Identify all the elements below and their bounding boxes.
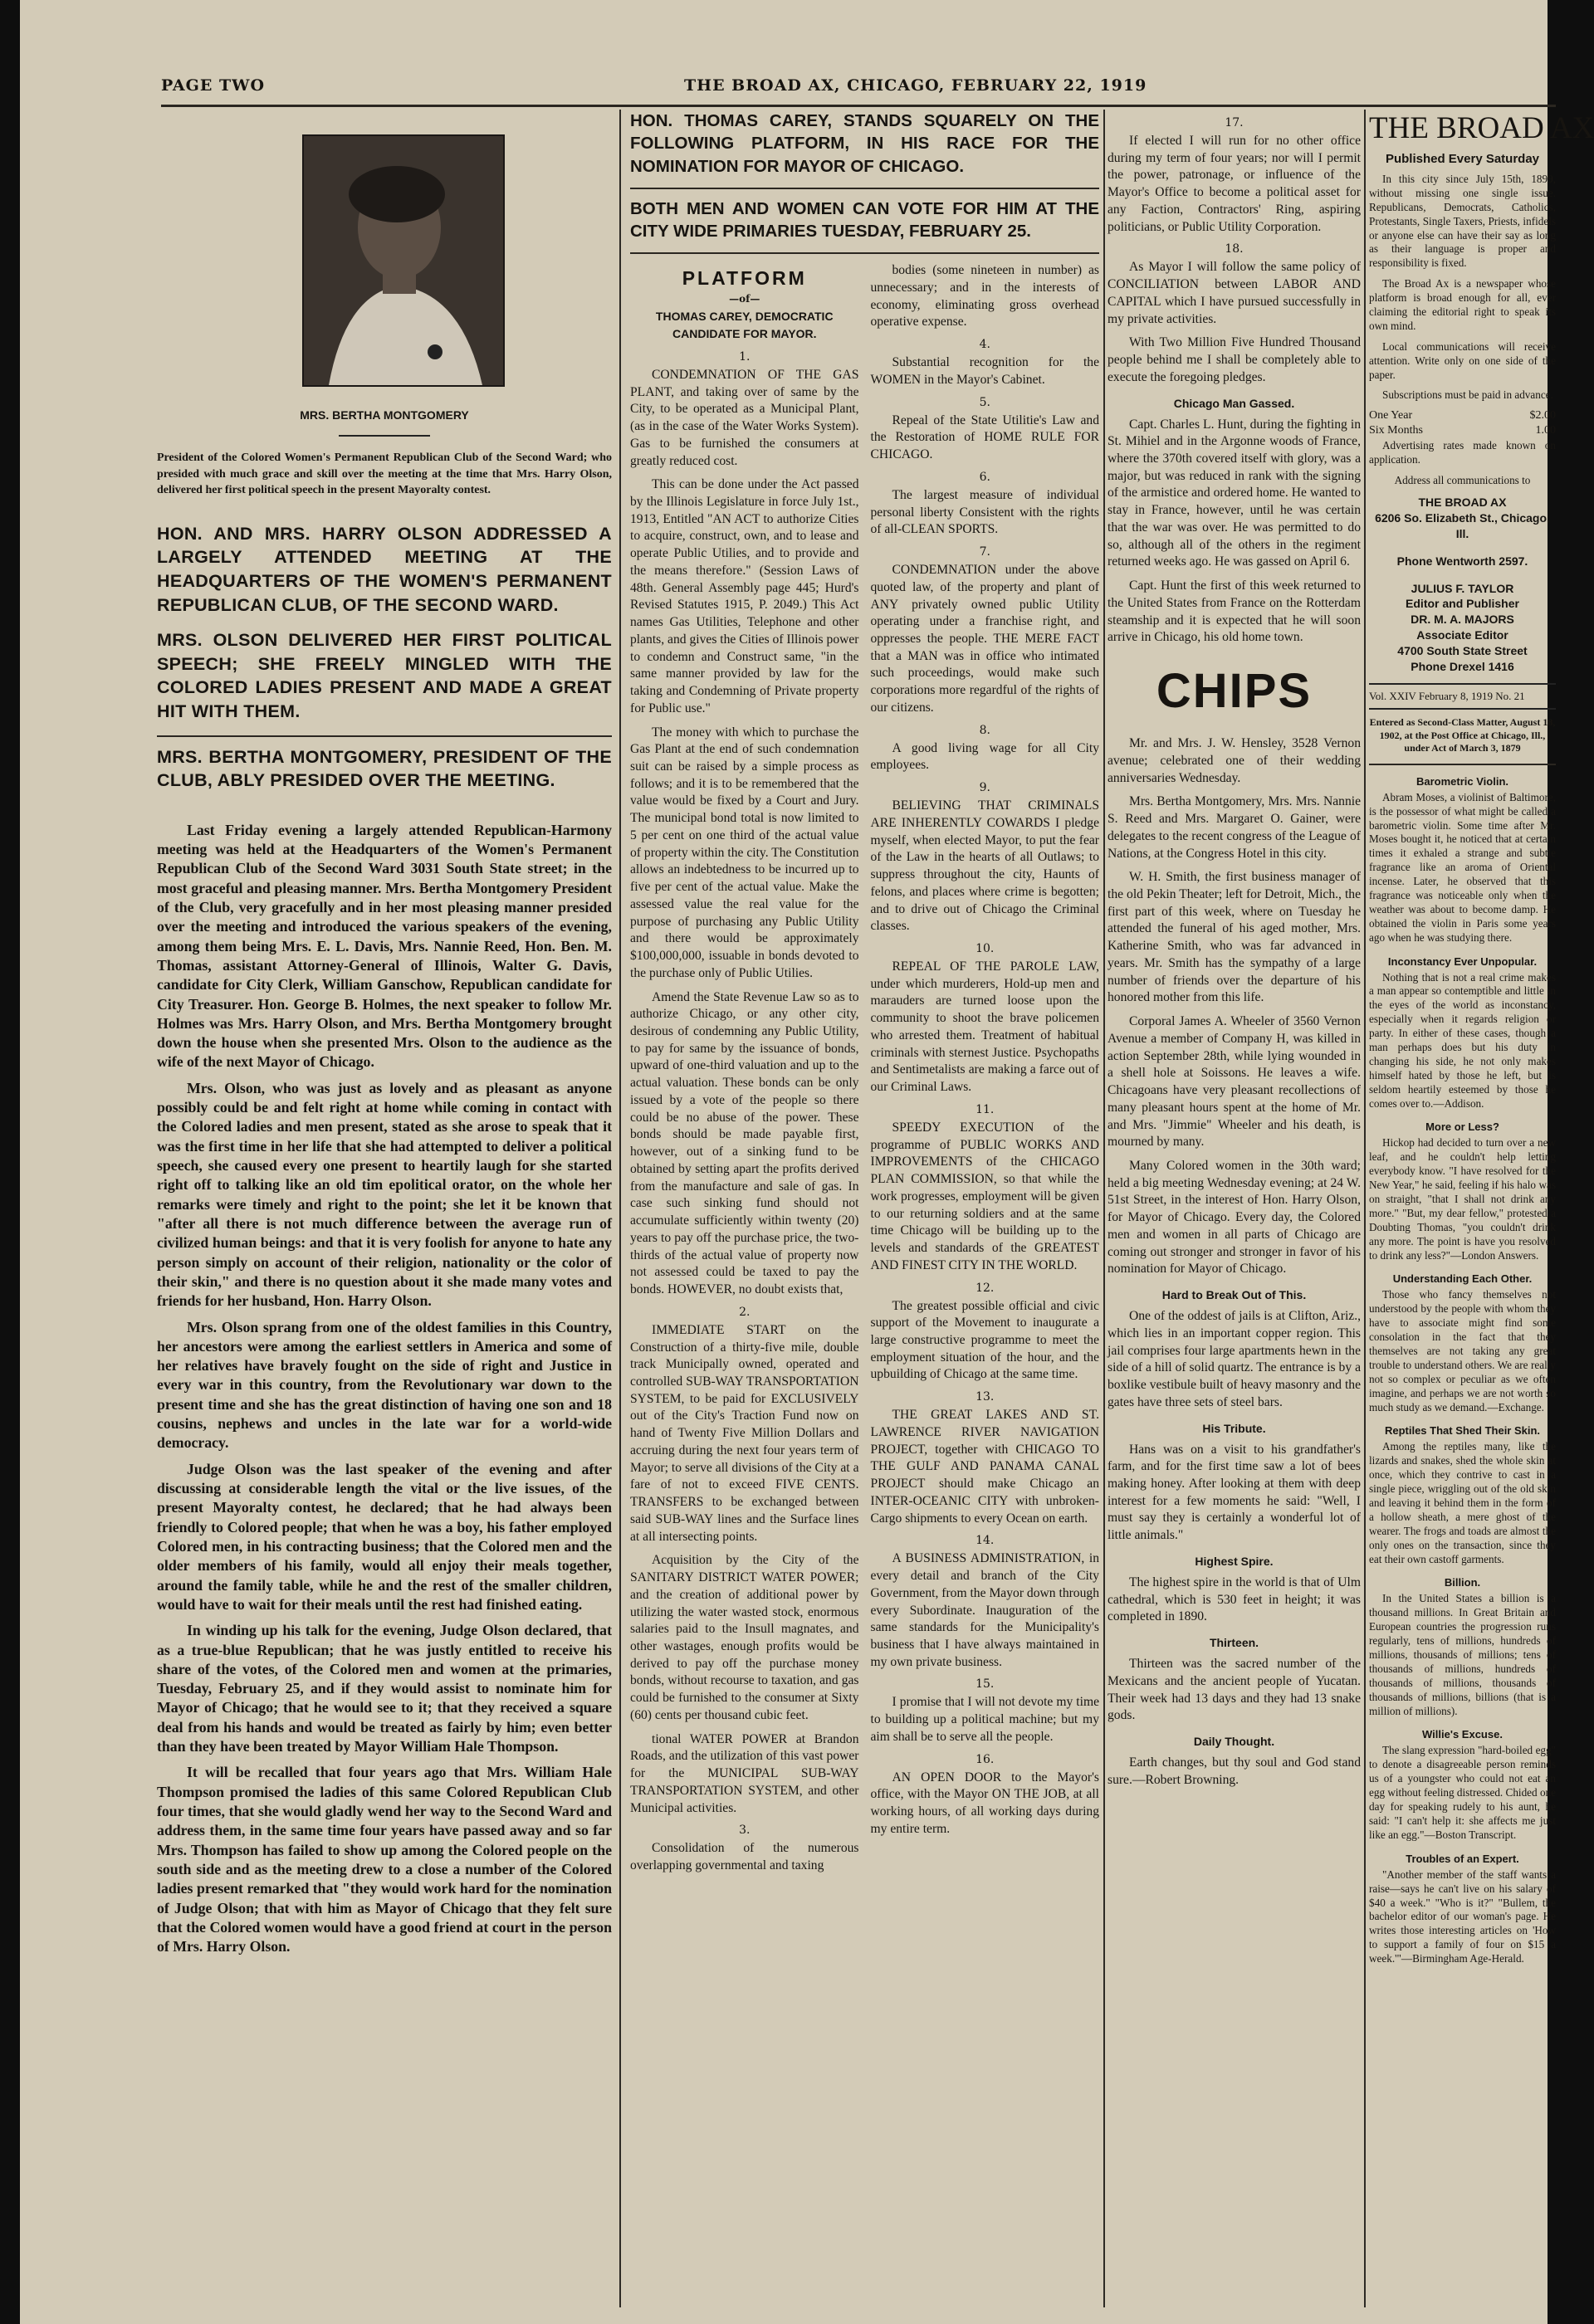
plank-number: 2.: [739, 1305, 751, 1319]
short-heading: Thirteen.: [1209, 1636, 1259, 1650]
plank-text: A good living wage for all City employees.: [870, 740, 1099, 773]
plank-text: SPEEDY EXECUTION of the programme of PUBLIC WORKS AND IMPROVEMENTS of the CHICAGO PLAN COMMISSION, so that while the work progresses, employment will be given to our returning soldiers and at the same time Chicago will be building up to the levels and standards of the GREATEST AND FINEST CITY IN THE WORLD.: [870, 1120, 1099, 1272]
plank-text: The largest measure of individual personal liberty Consistent with the rights of all-CLEAN SPORTS.: [870, 487, 1099, 537]
plank-text: bodies (some nineteen in number) as unnecessary; and in the interests of economy, eliminating gross overhead operative expense.: [870, 263, 1099, 330]
separator: [157, 735, 612, 737]
chips-item: Many Colored women in the 30th ward; held a big meeting Wednesday evening; at 24 W. 51st Street, in the interest of Hon. Harry Olson, for Mayor of Chicago. Every day, the Colored men and women in all parts of Chicago are coming out stronger and stronger in favor of his nomination for Mayor of Chicago.: [1107, 1158, 1361, 1277]
short-heading: His Tribute.: [1202, 1421, 1266, 1435]
address-intro: Address all communications to: [1394, 474, 1531, 487]
intro-paragraph: In this city since July 15th, 1899, without missing one single issue. Republicans, Democrats, Catholics, Protestants, Single Taxers, Priests, infidels or anyone else can have their say as long as their language is proper and responsibility is fixed.: [1369, 173, 1556, 270]
rate-row: [1369, 424, 1556, 437]
plank-number: 17.: [1225, 116, 1244, 129]
short-text: Hans was on a visit to his grandfather's farm, and for the first time saw a lot of bees making honey. After looking at them with deep interest for a few moments he said: "Well, I must say they is certainly a wonderful lot of little animals.": [1107, 1442, 1361, 1543]
gassed-heading: Chicago Man Gassed.: [1173, 396, 1295, 410]
headline: HON. THOMAS CAREY, STANDS SQUARELY ON THE FOLLOWING PLATFORM, IN HIS RACE FOR THE NOMINATION FOR MAYOR OF CHICAGO.: [630, 111, 1099, 176]
short-heading: Inconstancy Ever Unpopular.: [1387, 954, 1538, 968]
plank-text: THE GREAT LAKES AND ST. LAWRENCE RIVER NAVIGATION PROJECT, together with CHICAGO TO THE GULF AND PANAMA CANAL PROJECT should make Chicago an INTER-OCEANIC CITY with unbroken-Cargo shipments to every Ocean on earth.: [870, 1408, 1099, 1526]
gassed-paragraph: Capt. Hunt the first of this week returned to the United States from France on the Rotterdam steamship and it is expected that he will soon arrive in Chicago, his old home town.: [1107, 579, 1361, 645]
short-heading: Billion.: [1444, 1576, 1481, 1589]
separator: [630, 252, 1099, 254]
assoc-address: 4700 South State Street: [1397, 644, 1528, 658]
separator: [630, 188, 1099, 189]
headline: MRS. BERTHA MONTGOMERY, PRESIDENT OF THE CLUB, ABLY PRESIDED OVER THE MEETING.: [157, 746, 612, 791]
headline: MRS. OLSON DELIVERED HER FIRST POLITICAL SPEECH; SHE FREELY MINGLED WITH THE COLORED LADIES PRESENT AND MADE A GREAT HIT WITH THEM.: [157, 630, 612, 721]
short-text: The slang expression "hard-boiled egg" to denote a disagreeable person reminds us of a youngster who could not eat an egg without feeling distressed. Chided one day for speaking rudely to his aunt, he said: "I can't help it: she affects me just like an egg."—Boston Transcript.: [1369, 1744, 1556, 1841]
masthead-column: [1369, 110, 1594, 2307]
separator: [1369, 764, 1556, 765]
plank-text: IMMEDIATE START on the Construction of a thirty-five mile, double track Municipally owned, operated and controlled SUB-WAY TRANSPORTATION SYSTEM, to be paid for EXCLUSIVELY out of the City's Traction Fund now on hand of Twenty Five Million Dollars and accruing during the next four years term of Mayor; to serve all divisions of the City at a fare of not to exceed FIVE CENTS. TRANSFERS to be exchanged between said SUB-WAY lines and the Surface lines at all intersecting points.: [630, 1322, 859, 1544]
platform-right: [871, 262, 1100, 1882]
platform-subcolumns: [630, 262, 1099, 1882]
caption-description: President of the Colored Women's Permanent Republican Club of the Second Ward; who presided with much grace and skill over the meeting at the time that Mrs. Harry Olson, delivered her first political speech in the present Mayoralty contest.: [157, 452, 612, 497]
headline: BOTH MEN AND WOMEN CAN VOTE FOR HIM AT THE CITY WIDE PRIMARIES TUESDAY, FEBRUARY 25.: [630, 198, 1099, 241]
article-paragraph: In winding up his talk for the evening, Judge Olson declared, that as a true-blue Republican; that he was justly entitled to receive his share of the votes, of the Colored men and women at the primaries, Tuesday, February 25, and if they would assist to nominate him for Mayor of Chicago; that he would see to it; that they received a square deal from his hands and would be treated as fairly by him; even better than they have been treated by Mayor William Hale Thompson.: [157, 1622, 612, 1755]
intro-paragraph: Subscriptions must be paid in advance.: [1382, 388, 1553, 402]
photo-caption: MRS. BERTHA MONTGOMERY: [300, 408, 469, 422]
short-heading: More or Less?: [1425, 1120, 1499, 1134]
short-heading: Daily Thought.: [1193, 1735, 1275, 1749]
plank-number: 1.: [739, 349, 751, 364]
caption-rule: [339, 435, 430, 437]
article-paragraph: Judge Olson was the last speaker of the evening and after discussing at considerable length the vital or the live issues, of the present Mayoralty contest, he declared; that he had always been friendly to Colored people; that when he was a boy, his father employed Colored men, in his contracting business; that the Colored men and the older members of his family, would all enjoy their meals together, around the family table, while he and the rest of the smaller children, would have to wait for their meals until the rest had finished eating.: [157, 1460, 612, 1613]
short-text: Nothing that is not a real crime makes a man appear so contemptible and little in the eyes of the world as inconstancy, especially when it regards religion or party. In either of these cases, though a man perhaps does but his duty in changing his side, he not only makes himself hated by those he left, but is seldom heartily esteemed by those he comes over to.—Addison.: [1369, 970, 1556, 1110]
plank-number: 5.: [979, 395, 990, 409]
plank-text: A BUSINESS ADMINISTRATION, in every detail and branch of the City Government, from the Mayor down through every Subordinate. Inauguration of the same standards for the Municipality's business that I have always maintained in my own private business.: [870, 1551, 1099, 1669]
short-text: In the United States a billion is a thousand millions. In Great Britain and European countries the progression runs regularly, tens of millions, hundreds of millions, thousands of millions; tens of thousands of millions, hundreds of thousands of millions, thousands of thousands of millions, billions (that is a million of millions).: [1369, 1592, 1556, 1717]
assoc-name: DR. M. A. MAJORS: [1411, 613, 1514, 627]
plank-number: 9.: [979, 781, 990, 795]
carey-platform-column: [630, 110, 1099, 2307]
headline: HON. AND MRS. HARRY OLSON ADDRESSED A LARGELY ATTENDED MEETING AT THE HEADQUARTERS OF THE WOMEN'S PERMANENT REPUBLICAN CLUB, OF THE SECOND WARD.: [157, 523, 612, 615]
plank-number: 14.: [975, 1534, 995, 1548]
olson-article-column: [157, 110, 612, 2307]
plank-text: AN OPEN DOOR to the Mayor's office, with the Mayor ON THE JOB, at all working hours, of all working days during my entire term.: [870, 1770, 1099, 1836]
plank-text: REPEAL OF THE PAROLE LAW, under which murderers, Hold-up men and marauders are turned loose upon the community to shoot the brave policemen who arrested them. Treatment of habitual criminals with sternest Justice. Psychopaths and Sentimetalists are making a farce out of our Criminal Laws.: [870, 959, 1099, 1095]
short-heading: Barometric Violin.: [1416, 774, 1508, 788]
article-paragraph: Mrs. Olson sprang from one of the oldest families in this Country, her ancestors were among the earliest settlers in America and some of her relatives have bravely fought on the side of right and Justice in every war in this country, from the Revolutionary war down to the present time and she has the great distinction of having one son and 18 cousins, nephews and uncles in the late war for a world-wide democracy.: [157, 1318, 612, 1452]
platform-of: —of—: [729, 293, 760, 305]
chips-item: Mrs. Bertha Montgomery, Mrs. Mrs. Nannie S. Reed and Mrs. Margaret O. Gainer, were delegates to the recent congress of the League of Nations, at the Congress Hotel in this city.: [1107, 794, 1361, 861]
column-rule: [619, 110, 621, 2307]
gassed-paragraph: Capt. Charles L. Hunt, during the fighting in St. Mihiel and in the Argonne woods of France, where the 370th covered itself with glory, was a major, but was reduced in rank with the signing of the armistice and ordered home. He wanted to stay in France, however, until he was certain that the war was over. He was permitted to do so, although all of the others in the regiment returned weeks ago. He was gassed on April 6.: [1107, 417, 1361, 569]
advertising-note: Advertising rates made known on application.: [1369, 439, 1556, 466]
plank-text: Substantial recognition for the WOMEN in the Mayor's Cabinet.: [870, 355, 1099, 387]
volume-line: Vol. XXIV February 8, 1919 No. 21: [1369, 683, 1556, 710]
short-items: [1369, 775, 1556, 1966]
plank-number: 15.: [975, 1677, 995, 1692]
header-rule: [161, 105, 1556, 107]
short-heading: Willie's Excuse.: [1422, 1728, 1503, 1741]
plank-text: As Mayor I will follow the same policy of CONCILIATION between LABOR AND CAPITAL which I have pursued successfully in my private activities.: [1107, 260, 1361, 326]
editor-name: JULIUS F. TAYLOR: [1411, 581, 1514, 595]
entered-notice: Entered as Second-Class Matter, August 18, 1902, at the Post Office at Chicago, Ill., under Act of March 3, 1879: [1369, 715, 1556, 754]
plank-number: 10.: [975, 942, 995, 956]
platform-continued: [1107, 116, 1361, 387]
plank-text: Acquisition by the City of the SANITARY DISTRICT WATER POWER; and the creation of additional power by utilizing the water wasted stock, enormous salaries paid to the Insull magnates, and other wastages, enough profits would be derived to pay off the purchase money bonds, without recourse to taxation, and gas could be furnished to the consumer at Sixty (60) cents per thousand cubic feet.: [630, 1553, 859, 1722]
plank-text: If elected I will run for no other office during my term of four years; nor will I permit the power, patronage, or influence of the Mayor's Office to become a political asset for any Faction, Contractors' Ring, aspiring politicians, or Public Utility Corporation.: [1107, 134, 1361, 234]
plank-text: The greatest possible official and civic support of the Movement to inaugurate a large constructive programme to meet the employment situation of the hour, and the upbuilding of Chicago at the same time.: [870, 1298, 1099, 1382]
plank-number: 8.: [979, 723, 990, 737]
plank-number: 13.: [975, 1390, 995, 1404]
chips-title: CHIPS: [1156, 664, 1313, 719]
plank-text: Consolidation of the numerous overlapping governmental and taxing: [630, 1841, 859, 1873]
phone-line: Phone Wentworth 2597.: [1396, 554, 1528, 568]
short-heading: Troubles of an Expert.: [1406, 1852, 1519, 1865]
plank-number: 4.: [979, 338, 990, 352]
platform-subtitle: THOMAS CAREY, DEMOCRATIC CANDIDATE FOR MAYOR.: [655, 310, 834, 340]
portrait-photo: [302, 134, 505, 387]
plank-text: tional WATER POWER at Brandon Roads, and the utilization of this vast power for the MUNICIPAL SUB-WAY TRANSPORTATION SYSTEM, and other Municipal activities.: [630, 1731, 859, 1815]
plank-number: 12.: [975, 1281, 995, 1295]
chips-item: Corporal James A. Wheeler of 3560 Vernon Avenue a member of Company H, was killed in action September 28th, while lying wounded in a shell hole at Soissons. He leaves a wife. Chicagoans have very pleasant recollections of many pleasant hours spent at the home of Mr. and Mrs. "Jimmie" Wheeler and his death, is mourned by many.: [1107, 1014, 1361, 1150]
short-heading: Highest Spire.: [1195, 1554, 1274, 1568]
rate-value: $2.00: [1529, 409, 1556, 422]
column-rule: [1103, 110, 1105, 2307]
plank-text: CONDEMNATION under the above quoted law, of the property and plant of ANY privately owned public Utility operating under a franchise right, and oppresses the people. THE MERE FACT that a MAN was in office who intimated such proceedings, would make such corporations more regardful of the rights of our citizens.: [870, 563, 1099, 715]
rate-label: One Year: [1369, 409, 1413, 422]
short-text: "Another member of the staff wants a raise—says he can't live on his salary of $40 a week." "Who is it?" "Bullem, the bachelor editor of our woman's page. He writes those interesting articles on 'How to support a family of four on $15 a week.'"—Birmingham Age-Herald.: [1369, 1868, 1556, 1965]
plank-number: 3.: [739, 1824, 751, 1838]
plank-number: 7.: [979, 545, 990, 559]
newspaper-page: [20, 0, 1594, 2324]
assoc-phone: Phone Drexel 1416: [1411, 660, 1514, 674]
platform-left: [630, 262, 859, 1882]
portrait-image: [304, 136, 503, 385]
plank-text: The money with which to purchase the Gas Plant at the end of such condemnation suit can be raised by a simple process as follows; and it is to be remembered that the value would be fixed by a Court and Jury. The municipal bond total is now limited to 5 per cent on one third of the actual value of property within the city. The Constitution allows an indebtedness to be incurred up to five per cent of the actual value. Make the assessed value the real value for the purpose of purchasing any Public Utility and there would be approximately $100,000,000, issuable in bonds devoted to the purchase only of Public Utilies.: [630, 725, 859, 980]
plank-number: 16.: [975, 1752, 995, 1766]
plank-number: 11.: [975, 1102, 995, 1116]
article-paragraph: It will be recalled that four years ago that Mrs. William Hale Thompson promised the ladies of this same Colored Republican Club four times, that she would gladly wend her way to the Second Ward and address them, in the same time four years have passed away and so far Mrs. Thompson has failed to show up among the Colored people on the south side and as the meeting drew to a close a number of the Colored ladies present remarked that "they would work hard for the nomination of Judge Olson; that with him as Mayor of Chicago that they felt sure that the Colored women would have a good friend at court in the person of Mrs. Harry Olson.: [157, 1764, 612, 1955]
masthead: THE BROAD AX: [1369, 111, 1594, 145]
platform-title: PLATFORM: [682, 267, 807, 290]
article-paragraph: Mrs. Olson, who was just as lovely and as pleasant as anyone possibly could be and felt right at home while coming in contact with the Colored ladies and men present, stated as she arose to speak that it was the first time in her life that she had attempted to deliver a political speech, she caused every one present to heartily laugh for she started right off to talking like an old tim epolitical orator, on the whole her remarks were timely and right to the point; she let it be known that "after all there is not much difference between the average run of civilized human beings: and that it is very foolish for anyone to hate any person simply on account of their religion, nationality or the color of their skin," and there is no question about it she made many votes and friends for her husband, Hon. Harry Olson.: [157, 1079, 612, 1310]
short-text: Among the reptiles many, like the lizards and snakes, shed the whole skin at once, which they contrive to cast in a single piece, wriggling out of the old skin and leaving it behind them in the form of a hollow sheath, a mere ghost of the wearer. The frogs and toads are almost the only ones on the transaction, since they eat their own castoff garments.: [1369, 1440, 1556, 1565]
column-rule: [1364, 110, 1366, 2307]
news-column: [1107, 110, 1361, 2307]
rate-value: 1.00: [1535, 424, 1556, 437]
assoc-title: Associate Editor: [1416, 628, 1508, 642]
short-text: Hickop had decided to turn over a new leaf, and he couldn't help letting everybody know. "I have resolved for the New Year," he said, feeling if his halo was on straight, "that I shall not drink any more." "But, my dear fellow," protested a Doubting Thomas, "you couldn't drink any more. The point is have you resolved to drink any less?"—London Answers.: [1369, 1136, 1556, 1262]
intro-paragraph: Local communications will receive attention. Write only on one side of the paper.: [1369, 339, 1556, 381]
short-text: The highest spire in the world is that of Ulm cathedral, which is 530 feet in height; it was completed in 1890.: [1107, 1575, 1361, 1624]
short-text: Thirteen was the sacred number of the Mexicans and the ancient people of Yucatan. Their week had 13 days and they had 13 snake gods.: [1107, 1657, 1361, 1723]
short-text: Abram Moses, a violinist of Baltimore, is the possessor of what might be called a barometric violin. Some time after Mr. Moses bought it, he noticed that at certain times it exhaled a strange and subtle fragrance like an aroma of Oriental incense. Later, he observed that this fragrance was noticeable only when the weather was about to become damp. He obtained the violin in Paris some years ago when he was studying there.: [1369, 790, 1556, 944]
short-text: Earth changes, but thy soul and God stand sure.—Robert Browning.: [1107, 1755, 1361, 1787]
plank-text: Repeal of the State Utilitie's Law and the Restoration of HOME RULE FOR CHICAGO.: [870, 413, 1099, 462]
paper-dateline: THE BROAD AX, CHICAGO, FEBRUARY 22, 1919: [684, 76, 1147, 95]
plank-text: BELIEVING THAT CRIMINALS ARE INHERENTLY COWARDS I pledge myself, when elected Mayor, to put the fear of the Law in the hearts of all Outlaws; to suppress throughout the city, Haunts of felons, and places where crime is begotten; and to drive out of Chicago the Criminal classes.: [870, 798, 1099, 934]
short-heading: Hard to Break Out of This.: [1161, 1288, 1307, 1302]
plank-text: With Two Million Five Hundred Thousand people behind me I shall be completely able to execute the foregoing pledges.: [1107, 335, 1361, 384]
rate-label: Six Months: [1369, 424, 1423, 437]
plank-text: This can be done under the Act passed by the Illinois Legislature in force July 1st., 1913, Entitled "AN ACT to authorize Cities to acquire, construct, own, and to lease and operate Public Utilies, and to provide and the means therefore." (Session Laws of 48th. General Assembly page 445; Hurd's Revised Statutes 1915, P. 2049.) This Act names Gas Utilities, Telephone and other plants, and gives the Cities of Illinois power to condemn and Construct same, "in the same manner provided by law for the taking and Condemning of Private property for Public use.": [630, 477, 859, 715]
address-name: THE BROAD AX: [1418, 496, 1507, 510]
plank-text: I promise that I will not devote my time to building up a political machine; but my aim shall be to serve all the people.: [870, 1695, 1099, 1744]
rate-row: [1369, 409, 1556, 422]
short-text: Those who fancy themselves not understood by the people with whom they have to associate might find some consolation in the fact that they themselves are not taking any great trouble to understand others. We are really not so complex or peculiar as we often imagine, and perhaps we are not worth so much study as we demand.—Exchange.: [1369, 1288, 1556, 1413]
short-items: [1107, 1288, 1361, 1789]
short-heading: Understanding Each Other.: [1392, 1272, 1533, 1286]
chips-item: Mr. and Mrs. J. W. Hensley, 3528 Vernon avenue; celebrated one of their wedding anniversaries Wednesday.: [1107, 736, 1361, 785]
editor-title: Editor and Publisher: [1406, 597, 1519, 611]
page-number: PAGE TWO: [161, 76, 265, 95]
plank-number: 6.: [979, 470, 990, 484]
chips-item: W. H. Smith, the first business manager of the old Pekin Theater; left for Detroit, Mich., the first part of this week, where on Tuesday he attended the funeral of his aged mother, Mrs. Katherine Smith, who was far advanced in years. Mr. Smith has the sympathy of a large number of friends over the departure of his honored mother from this life.: [1107, 870, 1361, 1005]
short-heading: Reptiles That Shed Their Skin.: [1384, 1424, 1541, 1438]
article-paragraph: Last Friday evening a largely attended Republican-Harmony meeting was held at the Headquarters of the Women's Permanent Republican Club of the Second Ward 3031 South State street; in the most graceful and pleasing manner. Mrs. Bertha Montgomery President of the Club, very gracefully and in her most pleasing manner presided over the meeting and introduced the various speakers of the evening, among them being Mrs. E. L. Davis, Mrs. Nannie Reed, Hon. Ben. M. Thomas, assistant Attorney-General of Illinois, Walter G. Davis, candidate for City Clerk, William Ganschow, Republican candidate for City Treasurer. Hon. George B. Holmes, the next speaker to follow Mr. Holmes was Mrs. Harry Olson, and Mrs. Bertha Montgomery brought down the house when she presented Mrs. Olson to the audience as the wife of the next Mayor of Chicago.: [157, 821, 612, 1071]
plank-text: CONDEMNATION OF THE GAS PLANT, and taking over of same by the City, to be operated as a Municipal Plant, (as in the case of the Water Works System). Gas to be furnished the consumers at greatly reduced cost.: [630, 367, 859, 468]
plank-number: 18.: [1225, 242, 1244, 256]
intro-paragraph: The Broad Ax is a newspaper whose platform is broad enough for all, ever claiming the editorial right to speak its own mind.: [1369, 277, 1556, 332]
short-text: One of the oddest of jails is at Clifton, Ariz., which lies in an important copper region. This jail comprises four large apartments hewn in the side of a hill of solid quartz. The entrance is by a boxlike vestibule built of heavy masonry and the gates have three sets of steel bars.: [1107, 1309, 1361, 1409]
published-line: Published Every Saturday: [1385, 152, 1540, 166]
address-street: 6206 So. Elizabeth St., Chicago, Ill.: [1375, 510, 1550, 540]
plank-text: Amend the State Revenue Law so as to authorize Chicago, or any other city, desirous of condemning any Public Utility, to pay for same by the issuance of bonds, upward of one-third valuation and up to the actual valuation. These bonds can be only issued by a vote of the people so there could be no abuse of the power. These bonds should be made payable first, however, out of a sinking fund to be obtained by setting apart the profits derived from the manufacture and sale of gas. In case such sinking fund should not accumulate sufficiently within twenty (20) years to pay off the purchase price, the two-thirds of the actual value of property now not assessed could be taxed to pay the bonds. HOWEVER, no doubt exists that,: [630, 989, 859, 1297]
